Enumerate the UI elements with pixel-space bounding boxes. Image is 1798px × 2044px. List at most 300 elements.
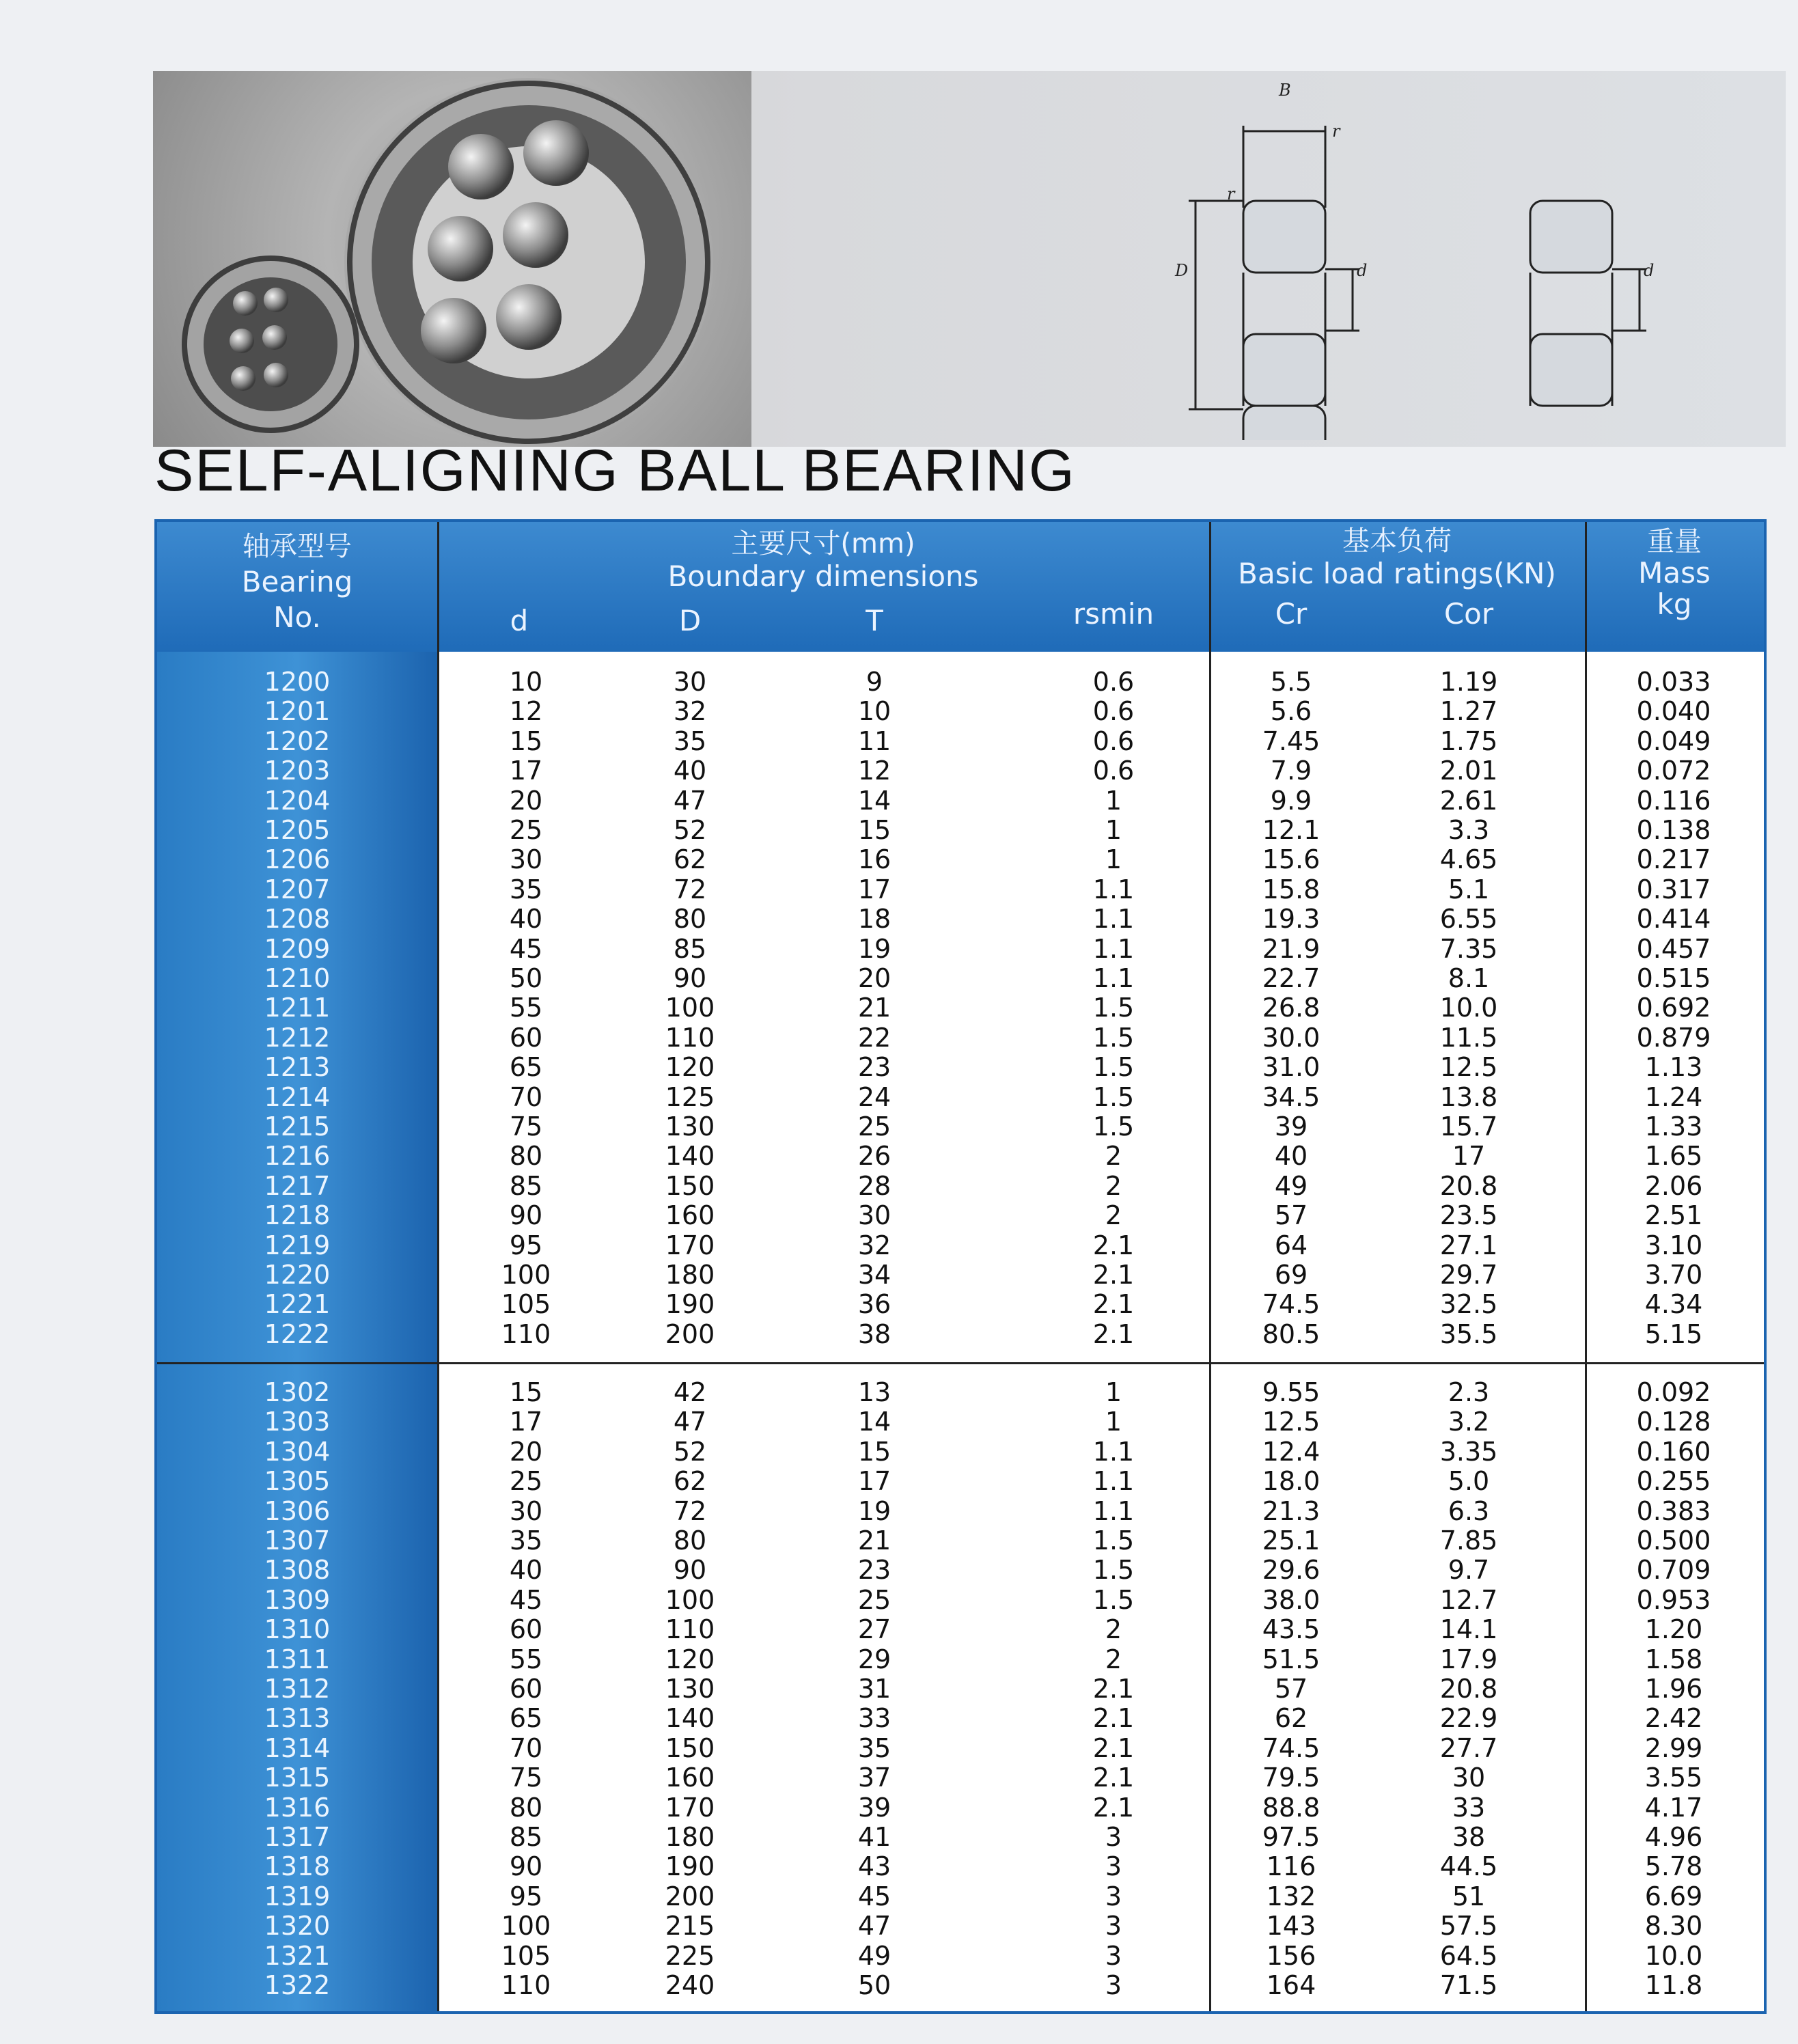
cell-mass: 5.15	[1644, 1318, 1703, 1349]
table-row	[157, 963, 1764, 993]
cell-d: 110	[501, 1318, 551, 1349]
cell-cor: 9.7	[1448, 1555, 1490, 1586]
cell-D: 150	[665, 1170, 715, 1201]
cell-D: 100	[665, 1584, 715, 1615]
cell-bearing-no: 1319	[264, 1881, 331, 1911]
cell-d: 50	[509, 963, 543, 993]
cell-T: 14	[857, 785, 891, 816]
cell-cr: 69	[1274, 1260, 1308, 1290]
cell-cor: 1.27	[1439, 696, 1498, 727]
cell-T: 17	[857, 874, 891, 904]
cell-bearing-no: 1205	[264, 815, 331, 845]
cell-rsmin: 1	[1105, 1407, 1122, 1437]
cell-cr: 62	[1274, 1703, 1308, 1734]
cell-cr: 5.6	[1270, 696, 1312, 727]
cell-D: 72	[673, 874, 707, 904]
cell-mass: 0.414	[1636, 904, 1711, 935]
cell-bearing-no: 1220	[264, 1260, 331, 1290]
cell-T: 21	[857, 1525, 891, 1556]
cell-d: 55	[509, 1644, 543, 1674]
cell-mass: 2.99	[1644, 1732, 1703, 1763]
cell-T: 9	[866, 667, 883, 697]
header-boundary	[437, 527, 1209, 593]
cell-cor: 12.7	[1439, 1584, 1498, 1615]
header-bearing-no-sub: No.	[273, 600, 321, 634]
cell-cor: 17	[1452, 1141, 1486, 1172]
cell-mass: 3.10	[1644, 1230, 1703, 1260]
cell-rsmin: 2.1	[1092, 1703, 1135, 1734]
table-row	[157, 726, 1764, 756]
cell-cor: 27.7	[1439, 1732, 1498, 1763]
cell-T: 43	[857, 1851, 891, 1882]
cell-d: 35	[509, 874, 543, 904]
cell-rsmin: 2.1	[1092, 1792, 1135, 1823]
cell-bearing-no: 1306	[264, 1495, 331, 1526]
cell-d: 110	[501, 1970, 551, 2000]
cell-bearing-no: 1217	[264, 1170, 331, 1201]
cell-bearing-no: 1304	[264, 1436, 331, 1467]
cell-T: 10	[857, 696, 891, 727]
cell-cor: 64.5	[1439, 1940, 1498, 1971]
cell-d: 35	[509, 1525, 543, 1556]
cell-T: 12	[857, 756, 891, 786]
cell-d: 65	[509, 1052, 543, 1083]
cell-d: 105	[501, 1289, 551, 1320]
cell-mass: 2.42	[1644, 1703, 1703, 1734]
cell-cor: 14.1	[1439, 1614, 1498, 1645]
cell-rsmin: 1.1	[1092, 1436, 1135, 1467]
cell-T: 23	[857, 1052, 891, 1083]
cell-mass: 5.78	[1644, 1851, 1703, 1882]
cell-rsmin: 1	[1105, 815, 1122, 845]
table-row	[157, 1141, 1764, 1170]
cell-bearing-no: 1213	[264, 1052, 331, 1083]
cell-bearing-no: 1313	[264, 1703, 331, 1734]
cell-mass: 0.217	[1636, 844, 1711, 875]
cell-bearing-no: 1312	[264, 1674, 331, 1704]
bearing-spec-table	[154, 519, 1767, 2014]
cell-d: 17	[509, 756, 543, 786]
cell-d: 55	[509, 993, 543, 1023]
cell-cr: 156	[1266, 1940, 1316, 1971]
cell-T: 36	[857, 1289, 891, 1320]
cell-mass: 0.033	[1636, 667, 1711, 697]
cell-bearing-no: 1210	[264, 963, 331, 993]
cell-rsmin: 0.6	[1092, 756, 1135, 786]
cell-bearing-no: 1303	[264, 1407, 331, 1437]
table-row	[157, 1585, 1764, 1614]
cell-cor: 2.3	[1448, 1377, 1490, 1407]
cell-rsmin: 3	[1105, 1822, 1122, 1852]
cell-rsmin: 3	[1105, 1911, 1122, 1942]
cell-bearing-no: 1203	[264, 756, 331, 786]
cell-cor: 20.8	[1439, 1674, 1498, 1704]
table-row	[157, 696, 1764, 726]
cell-d: 30	[509, 1495, 543, 1526]
cell-D: 120	[665, 1644, 715, 1674]
cell-mass: 0.515	[1636, 963, 1711, 993]
cell-D: 150	[665, 1732, 715, 1763]
table-row	[157, 1496, 1764, 1525]
cell-D: 170	[665, 1230, 715, 1260]
col-header-Cor: Cor	[1443, 597, 1494, 631]
cell-mass: 0.040	[1636, 696, 1711, 727]
cell-cor: 10.0	[1439, 993, 1498, 1023]
cell-cr: 49	[1274, 1170, 1308, 1201]
cell-d: 100	[501, 1260, 551, 1290]
cell-d: 75	[509, 1763, 543, 1793]
cell-rsmin: 3	[1105, 1970, 1122, 2000]
cell-bearing-no: 1222	[264, 1318, 331, 1349]
cell-cor: 3.3	[1448, 815, 1490, 845]
cell-mass: 0.500	[1636, 1525, 1711, 1556]
cell-T: 34	[857, 1260, 891, 1290]
cell-T: 25	[857, 1111, 891, 1142]
cell-cor: 1.19	[1439, 667, 1498, 697]
cell-bearing-no: 1315	[264, 1763, 331, 1793]
cell-mass: 0.383	[1636, 1495, 1711, 1526]
cell-cor: 7.35	[1439, 933, 1498, 964]
diagram-label-d: d	[1357, 261, 1368, 280]
cell-cor: 32.5	[1439, 1289, 1498, 1320]
cell-D: 180	[665, 1260, 715, 1290]
cell-cor: 11.5	[1439, 1022, 1498, 1053]
cell-d: 60	[509, 1022, 543, 1053]
cell-d: 85	[509, 1822, 543, 1852]
cell-cr: 88.8	[1262, 1792, 1320, 1823]
cell-mass: 0.709	[1636, 1555, 1711, 1586]
cell-cr: 164	[1266, 1970, 1316, 2000]
cell-cr: 38.0	[1262, 1584, 1320, 1615]
cell-cor: 30	[1452, 1763, 1486, 1793]
cell-rsmin: 2.1	[1092, 1260, 1135, 1290]
table-row	[157, 1200, 1764, 1230]
cell-cor: 12.5	[1439, 1052, 1498, 1083]
cell-mass: 4.96	[1644, 1822, 1703, 1852]
header-bearing-no-cn: 轴承型号	[243, 531, 352, 562]
cell-T: 19	[857, 1495, 891, 1526]
cell-rsmin: 1.5	[1092, 1525, 1135, 1556]
cell-T: 49	[857, 1940, 891, 1971]
cell-T: 14	[857, 1407, 891, 1437]
cell-bearing-no: 1302	[264, 1377, 331, 1407]
cell-cor: 44.5	[1439, 1851, 1498, 1882]
cell-cr: 74.5	[1262, 1289, 1320, 1320]
cell-T: 37	[857, 1763, 891, 1793]
cell-mass: 0.160	[1636, 1436, 1711, 1467]
cell-mass: 1.65	[1644, 1141, 1703, 1172]
cell-D: 170	[665, 1792, 715, 1823]
cell-cor: 6.3	[1448, 1495, 1490, 1526]
cell-mass: 0.092	[1636, 1377, 1711, 1407]
cell-mass: 0.255	[1636, 1466, 1711, 1497]
cell-cr: 51.5	[1262, 1644, 1320, 1674]
cell-bearing-no: 1310	[264, 1614, 331, 1645]
cell-D: 140	[665, 1703, 715, 1734]
cell-bearing-no: 1201	[264, 696, 331, 727]
cell-cr: 9.9	[1270, 785, 1312, 816]
cell-d: 65	[509, 1703, 543, 1734]
cell-T: 27	[857, 1614, 891, 1645]
cell-D: 52	[673, 815, 707, 845]
table-row	[157, 874, 1764, 904]
cell-bearing-no: 1214	[264, 1081, 331, 1112]
cell-cr: 7.9	[1270, 756, 1312, 786]
cell-d: 20	[509, 1436, 543, 1467]
cell-bearing-no: 1200	[264, 667, 331, 697]
table-row	[157, 1763, 1764, 1792]
cell-rsmin: 1.1	[1092, 933, 1135, 964]
cell-mass: 4.34	[1644, 1289, 1703, 1320]
table-row	[157, 1171, 1764, 1200]
table-row	[157, 1377, 1764, 1407]
cell-cr: 25.1	[1262, 1525, 1320, 1556]
table-row	[157, 1466, 1764, 1495]
cell-d: 20	[509, 785, 543, 816]
cell-D: 240	[665, 1970, 715, 2000]
cell-bearing-no: 1202	[264, 726, 331, 756]
cell-T: 20	[857, 963, 891, 993]
table-row	[157, 786, 1764, 815]
cell-cor: 6.55	[1439, 904, 1498, 935]
cell-D: 30	[673, 667, 707, 697]
cell-cr: 116	[1266, 1851, 1316, 1882]
cell-D: 125	[665, 1081, 715, 1112]
cell-bearing-no: 1311	[264, 1644, 331, 1674]
cell-mass: 1.33	[1644, 1111, 1703, 1142]
cell-rsmin: 2.1	[1092, 1318, 1135, 1349]
cell-bearing-no: 1307	[264, 1525, 331, 1556]
cell-D: 130	[665, 1111, 715, 1142]
table-row	[157, 1644, 1764, 1674]
table-row	[157, 1881, 1764, 1911]
cell-d: 40	[509, 904, 543, 935]
cell-cor: 4.65	[1439, 844, 1498, 875]
cell-D: 110	[665, 1614, 715, 1645]
cell-T: 28	[857, 1170, 891, 1201]
cell-cr: 12.4	[1262, 1436, 1320, 1467]
cell-rsmin: 1.1	[1092, 1495, 1135, 1526]
cell-D: 80	[673, 1525, 707, 1556]
cell-d: 95	[509, 1881, 543, 1911]
cell-D: 110	[665, 1022, 715, 1053]
table-row	[157, 1822, 1764, 1851]
cell-mass: 2.06	[1644, 1170, 1703, 1201]
cell-cr: 39	[1274, 1111, 1308, 1142]
cell-cr: 18.0	[1262, 1466, 1320, 1497]
cell-rsmin: 1.5	[1092, 1081, 1135, 1112]
cell-D: 40	[673, 756, 707, 786]
cell-mass: 1.13	[1644, 1052, 1703, 1083]
cell-mass: 1.58	[1644, 1644, 1703, 1674]
bearing-cross-section-diagram	[1161, 71, 1776, 440]
header-boundary-cn: 主要尺寸(mm)	[731, 528, 915, 560]
cell-d: 60	[509, 1614, 543, 1645]
cell-D: 90	[673, 1555, 707, 1586]
cell-rsmin: 1.5	[1092, 1022, 1135, 1053]
cell-d: 95	[509, 1230, 543, 1260]
cell-rsmin: 2.1	[1092, 1674, 1135, 1704]
table-row	[157, 1230, 1764, 1260]
table-row	[157, 1289, 1764, 1318]
cell-T: 15	[857, 1436, 891, 1467]
cell-cr: 12.5	[1262, 1407, 1320, 1437]
cell-mass: 4.17	[1644, 1792, 1703, 1823]
diagram-label-r-side: r	[1227, 184, 1235, 204]
table-row	[157, 1970, 1764, 2000]
col-header-rsmin: rsmin	[1073, 597, 1154, 631]
cell-d: 80	[509, 1141, 543, 1172]
cell-D: 52	[673, 1436, 707, 1467]
cell-T: 35	[857, 1732, 891, 1763]
cell-cr: 19.3	[1262, 904, 1320, 935]
cell-bearing-no: 1208	[264, 904, 331, 935]
cell-rsmin: 2.1	[1092, 1289, 1135, 1320]
table-row	[157, 1703, 1764, 1732]
cell-d: 45	[509, 1584, 543, 1615]
cell-bearing-no: 1216	[264, 1141, 331, 1172]
cell-cr: 74.5	[1262, 1732, 1320, 1763]
cell-cr: 57	[1274, 1200, 1308, 1231]
cell-cr: 15.6	[1262, 844, 1320, 875]
cell-bearing-no: 1206	[264, 844, 331, 875]
table-row	[157, 1082, 1764, 1111]
col-header-Cr: Cr	[1275, 597, 1308, 631]
cell-cr: 43.5	[1262, 1614, 1320, 1645]
cell-rsmin: 1.5	[1092, 993, 1135, 1023]
table-row	[157, 1614, 1764, 1644]
cell-d: 70	[509, 1732, 543, 1763]
cell-cor: 13.8	[1439, 1081, 1498, 1112]
cell-T: 31	[857, 1674, 891, 1704]
cell-mass: 3.70	[1644, 1260, 1703, 1290]
cell-rsmin: 3	[1105, 1881, 1122, 1911]
cell-rsmin: 1	[1105, 844, 1122, 875]
cell-cr: 12.1	[1262, 815, 1320, 845]
cell-mass: 8.30	[1644, 1911, 1703, 1942]
col-header-D: D	[678, 604, 702, 637]
table-row	[157, 1733, 1764, 1763]
cell-cr: 97.5	[1262, 1822, 1320, 1852]
header-mass-unit: kg	[1657, 588, 1692, 621]
cell-cr: 29.6	[1262, 1555, 1320, 1586]
cell-mass: 0.879	[1636, 1022, 1711, 1053]
cell-bearing-no: 1317	[264, 1822, 331, 1852]
cell-D: 100	[665, 993, 715, 1023]
cell-T: 11	[857, 726, 891, 756]
cell-T: 29	[857, 1644, 891, 1674]
cell-cor: 27.1	[1439, 1230, 1498, 1260]
cell-D: 225	[665, 1940, 715, 1971]
table-row	[157, 756, 1764, 785]
cell-cr: 40	[1274, 1141, 1308, 1172]
col-header-T: T	[866, 604, 883, 637]
cell-bearing-no: 1321	[264, 1940, 331, 1971]
cell-bearing-no: 1211	[264, 993, 331, 1023]
cell-cr: 57	[1274, 1674, 1308, 1704]
header-mass-en: Mass	[1638, 556, 1711, 590]
cell-d: 70	[509, 1081, 543, 1112]
cell-cor: 7.85	[1439, 1525, 1498, 1556]
cell-cr: 80.5	[1262, 1318, 1320, 1349]
cell-rsmin: 2	[1105, 1141, 1122, 1172]
cell-cor: 8.1	[1448, 963, 1490, 993]
cell-bearing-no: 1212	[264, 1022, 331, 1053]
table-row	[157, 1319, 1764, 1349]
cell-mass: 0.072	[1636, 756, 1711, 786]
cell-rsmin: 2	[1105, 1644, 1122, 1674]
cell-cor: 5.0	[1448, 1466, 1490, 1497]
table-row	[157, 1052, 1764, 1081]
cell-rsmin: 0.6	[1092, 667, 1135, 697]
cell-d: 15	[509, 726, 543, 756]
cell-bearing-no: 1305	[264, 1466, 331, 1497]
cell-rsmin: 0.6	[1092, 726, 1135, 756]
cell-T: 21	[857, 993, 891, 1023]
cell-T: 23	[857, 1555, 891, 1586]
cell-T: 39	[857, 1792, 891, 1823]
cell-cor: 22.9	[1439, 1703, 1498, 1734]
diagram-label-r-top: r	[1332, 122, 1340, 141]
cell-D: 200	[665, 1318, 715, 1349]
cell-cr: 79.5	[1262, 1763, 1320, 1793]
header-mass-cn: 重量	[1647, 526, 1702, 557]
cell-D: 42	[673, 1377, 707, 1407]
cell-T: 15	[857, 815, 891, 845]
cell-mass: 1.24	[1644, 1081, 1703, 1112]
cell-bearing-no: 1308	[264, 1555, 331, 1586]
cell-cr: 22.7	[1262, 963, 1320, 993]
cell-T: 25	[857, 1584, 891, 1615]
cell-bearing-no: 1314	[264, 1732, 331, 1763]
cell-T: 38	[857, 1318, 891, 1349]
cell-cor: 35.5	[1439, 1318, 1498, 1349]
cell-bearing-no: 1215	[264, 1111, 331, 1142]
cell-rsmin: 1.5	[1092, 1584, 1135, 1615]
cell-cor: 29.7	[1439, 1260, 1498, 1290]
cell-cor: 15.7	[1439, 1111, 1498, 1142]
cell-D: 85	[673, 933, 707, 964]
cell-cr: 30.0	[1262, 1022, 1320, 1053]
cell-D: 32	[673, 696, 707, 727]
cell-d: 10	[509, 667, 543, 697]
cell-T: 22	[857, 1022, 891, 1053]
header-bearing-no	[157, 529, 437, 635]
cell-T: 50	[857, 1970, 891, 2000]
cell-bearing-no: 1218	[264, 1200, 331, 1231]
header-bearing-no-en: Bearing	[241, 565, 353, 598]
cell-rsmin: 0.6	[1092, 696, 1135, 727]
table-row	[157, 844, 1764, 874]
cell-D: 35	[673, 726, 707, 756]
cell-mass: 1.96	[1644, 1674, 1703, 1704]
group-divider	[157, 1362, 1764, 1364]
cell-mass: 0.457	[1636, 933, 1711, 964]
table-row	[157, 993, 1764, 1022]
cell-D: 160	[665, 1200, 715, 1231]
table-row	[157, 1674, 1764, 1703]
cell-rsmin: 1.1	[1092, 963, 1135, 993]
cell-D: 200	[665, 1881, 715, 1911]
cell-D: 190	[665, 1289, 715, 1320]
cell-D: 62	[673, 1466, 707, 1497]
cell-cor: 20.8	[1439, 1170, 1498, 1201]
cell-cor: 38	[1452, 1822, 1486, 1852]
cell-mass: 3.55	[1644, 1763, 1703, 1793]
cell-D: 90	[673, 963, 707, 993]
cell-d: 85	[509, 1170, 543, 1201]
table-row	[157, 1111, 1764, 1141]
